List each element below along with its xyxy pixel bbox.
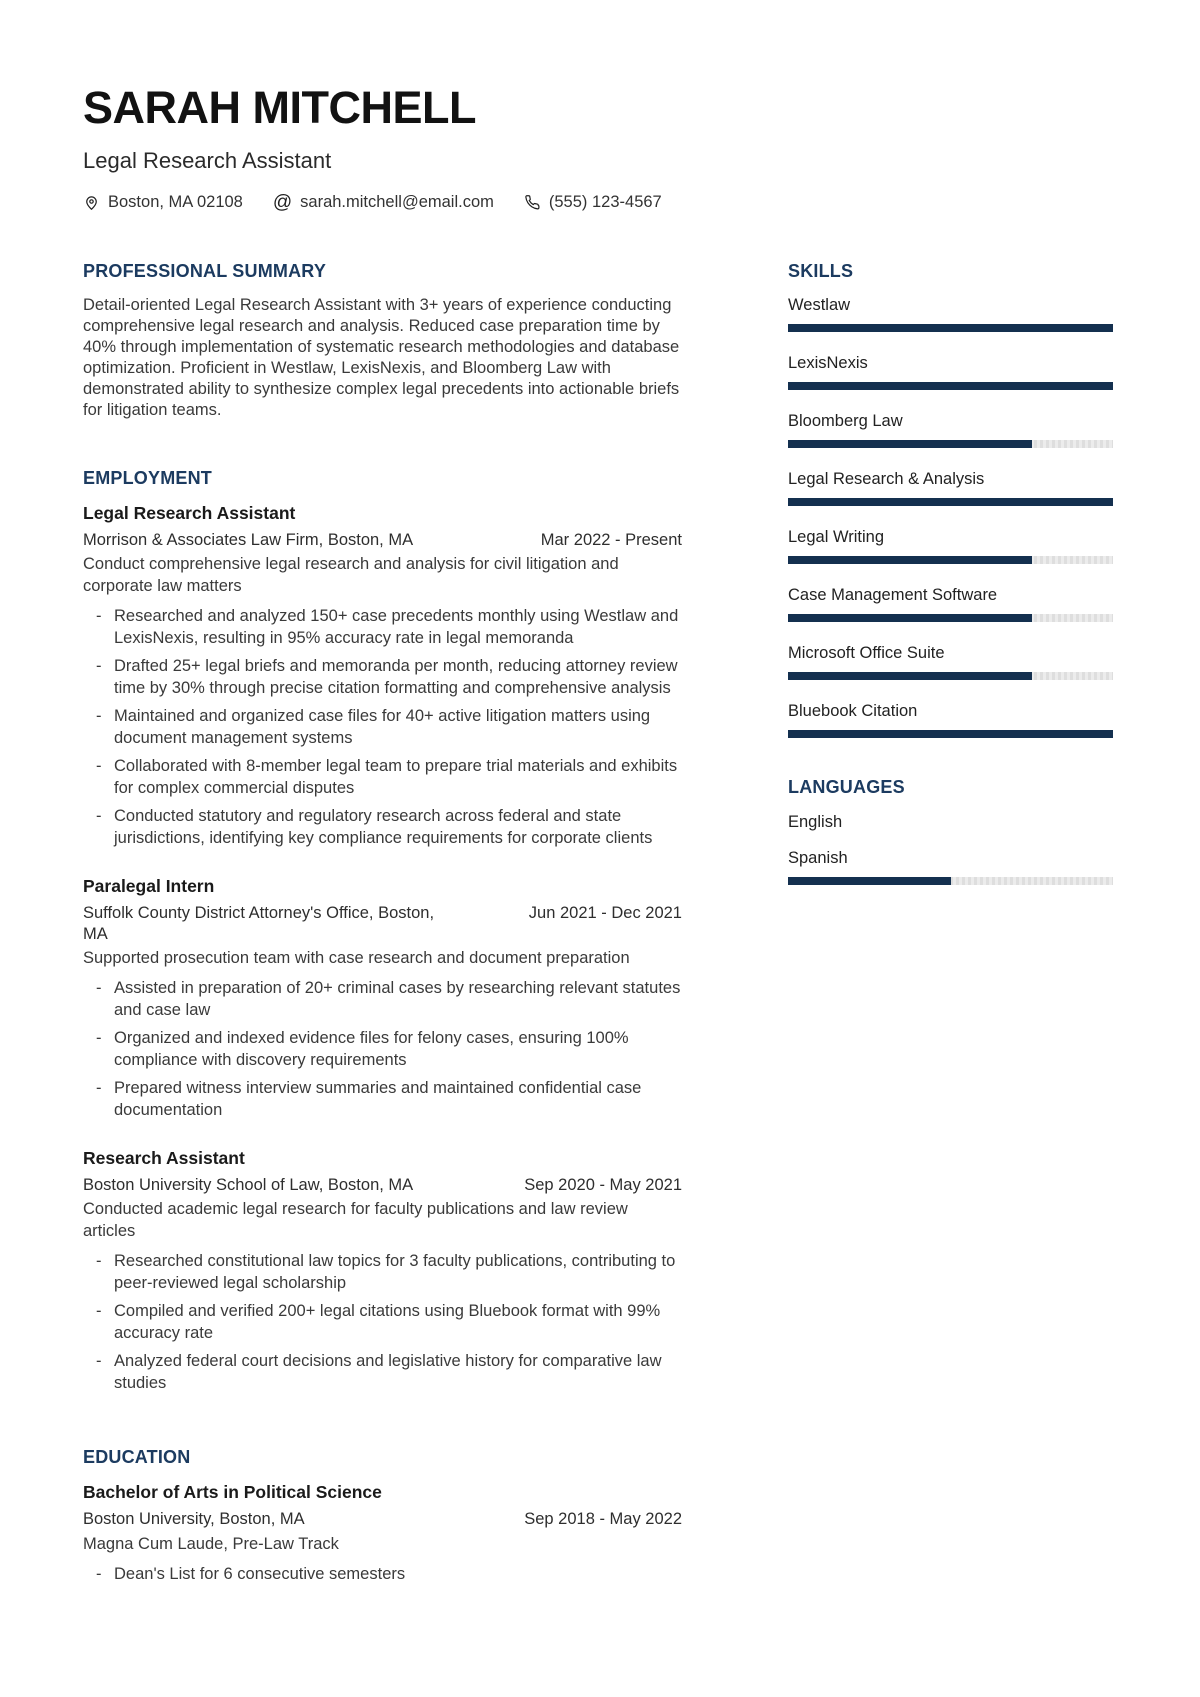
meter-fill <box>788 672 1032 680</box>
resume-header <box>83 84 1113 212</box>
meter-fill <box>788 498 1113 506</box>
bullet-text: Organized and indexed evidence files for felony cases, ensuring 100% compliance with discovery requirements <box>114 1029 629 1069</box>
bullet-dash: - <box>96 1564 102 1583</box>
meter-item <box>788 411 1113 448</box>
meter-item <box>788 848 1113 885</box>
bullet-text: Researched constitutional law topics for 3 faculty publications, contributing to peer-reviewed legal scholarship <box>114 1252 676 1292</box>
contact-email-text: sarah.mitchell@email.com <box>300 192 494 211</box>
contact-email <box>273 193 494 212</box>
job-summary: Conducted academic legal research for faculty publications and law review articles <box>83 1200 628 1240</box>
job-title: Research Assistant <box>83 1148 245 1169</box>
bullet-text: Drafted 25+ legal briefs and memoranda per month, reducing attorney review time by 30% through precise citation formatting and comprehensive analysis <box>114 657 678 697</box>
main-column <box>83 262 682 1593</box>
job-entry <box>83 876 682 1121</box>
at-sign-icon: @ <box>272 191 293 213</box>
meter-item <box>788 469 1113 506</box>
bullet-dash: - <box>96 1252 102 1271</box>
job-meta-row <box>83 903 682 945</box>
meter-fill <box>788 730 1113 738</box>
bullet-text: Assisted in preparation of 20+ criminal cases by researching relevant statutes and case law <box>114 979 681 1019</box>
education-heading: EDUCATION <box>83 1447 191 1468</box>
bullet-dash: - <box>96 979 102 998</box>
skills-section <box>788 262 1113 739</box>
meter-item <box>788 701 1113 738</box>
bullet-text: Analyzed federal court decisions and legislative history for comparative law studies <box>114 1352 662 1392</box>
contact-location <box>83 193 243 212</box>
bullet-item <box>83 1351 682 1394</box>
contact-phone-text: (555) 123-4567 <box>548 192 662 211</box>
meter-track <box>788 614 1113 622</box>
meter-item <box>788 527 1113 564</box>
meter-fill <box>788 324 1113 332</box>
skills-list <box>788 295 1113 738</box>
job-company: Suffolk County District Attorney's Office, Boston, MA <box>83 903 435 943</box>
bullet-text: Dean's List for 6 consecutive semesters <box>114 1564 406 1583</box>
meter-item <box>788 812 1113 832</box>
bullet-item <box>83 756 682 799</box>
job-title: Legal Research Assistant <box>83 503 296 524</box>
meter-track <box>788 440 1113 448</box>
meter-label: LexisNexis <box>788 354 868 373</box>
bullet-dash: - <box>96 757 102 776</box>
job-summary: Conduct comprehensive legal research and analysis for civil litigation and corporate law matters <box>83 555 619 595</box>
education-meta-row <box>83 1509 682 1530</box>
bullet-item <box>83 806 682 849</box>
job-meta-row <box>83 530 682 551</box>
job-bullets <box>83 1251 682 1394</box>
employment-section <box>83 469 682 1394</box>
job-bullets <box>83 978 682 1121</box>
summary-heading: PROFESSIONAL SUMMARY <box>83 260 327 281</box>
job-dates: Sep 2020 - May 2021 <box>524 1176 682 1195</box>
job-title: Paralegal Intern <box>83 876 215 897</box>
meter-label: Bluebook Citation <box>788 702 918 721</box>
bullet-item <box>83 978 682 1021</box>
phone-icon <box>524 194 541 211</box>
sidebar-column <box>788 262 1113 1593</box>
meter-label: Legal Research & Analysis <box>788 470 985 489</box>
meter-track <box>788 382 1113 390</box>
bullet-dash: - <box>96 607 102 626</box>
bullet-item <box>83 606 682 649</box>
job-entry <box>83 1148 682 1394</box>
meter-track <box>788 324 1113 332</box>
meter-fill <box>788 877 951 885</box>
bullet-dash: - <box>96 1302 102 1321</box>
contact-phone <box>524 193 662 212</box>
bullet-item <box>83 1078 682 1121</box>
professional-summary-section <box>83 262 682 422</box>
meter-track <box>788 672 1113 680</box>
bullet-item <box>83 656 682 699</box>
job-bullets <box>83 606 682 849</box>
bullet-dash: - <box>96 707 102 726</box>
location-pin-icon <box>83 194 100 211</box>
skills-heading: SKILLS <box>788 260 854 281</box>
languages-heading: LANGUAGES <box>788 777 905 798</box>
employment-heading: EMPLOYMENT <box>83 468 213 489</box>
education-section <box>83 1448 682 1585</box>
contact-row <box>83 193 1113 212</box>
meter-fill <box>788 614 1032 622</box>
meter-label: Spanish <box>788 849 848 868</box>
meter-fill <box>788 556 1032 564</box>
job-company: Boston University School of Law, Boston, MA <box>83 1176 414 1195</box>
meter-label: Bloomberg Law <box>788 412 903 431</box>
bullet-item <box>83 1564 682 1586</box>
bullet-dash: - <box>96 1079 102 1098</box>
meter-track <box>788 877 1113 885</box>
meter-item <box>788 353 1113 390</box>
job-entry <box>83 503 682 849</box>
bullet-item <box>83 1028 682 1071</box>
education-details: Magna Cum Laude, Pre-Law Track <box>83 1535 339 1554</box>
meter-item <box>788 643 1113 680</box>
job-dates: Jun 2021 - Dec 2021 <box>528 903 682 922</box>
languages-list <box>788 812 1113 885</box>
job-summary: Supported prosecution team with case research and document preparation <box>83 948 630 967</box>
job-dates: Mar 2022 - Present <box>540 531 682 550</box>
bullet-item <box>83 1301 682 1344</box>
meter-item <box>788 295 1113 332</box>
bullet-text: Collaborated with 8-member legal team to prepare trial materials and exhibits for complex commercial disputes <box>114 757 678 797</box>
meter-item <box>788 585 1113 622</box>
education-dates: Sep 2018 - May 2022 <box>524 1510 682 1529</box>
summary-text: Detail-oriented Legal Research Assistant with 3+ years of experience conducting comprehensive legal research and analysis. Reduced case preparation time by 40% through implementation of systematic research methodologies and database optimization. Proficient in Westlaw, LexisNexis, and Bloomberg Law with demonstrated ability to synthesize complex legal precedents into actionable briefs for litigation teams. <box>83 296 680 420</box>
person-title: Legal Research Assistant <box>83 147 332 173</box>
meter-label: Westlaw <box>788 296 851 315</box>
bullet-text: Compiled and verified 200+ legal citations using Bluebook format with 99% accuracy rate <box>114 1302 661 1342</box>
person-name: SARAH MITCHELL <box>83 82 476 133</box>
bullet-dash: - <box>96 1352 102 1371</box>
meter-track <box>788 730 1113 738</box>
job-company: Morrison & Associates Law Firm, Boston, MA <box>83 531 414 550</box>
meter-track <box>788 498 1113 506</box>
education-school: Boston University, Boston, MA <box>83 1510 305 1529</box>
bullet-item <box>83 1251 682 1294</box>
bullet-text: Prepared witness interview summaries and maintained confidential case documentation <box>114 1079 642 1119</box>
bullet-text: Researched and analyzed 150+ case precedents monthly using Westlaw and LexisNexis, resulting in 95% accuracy rate in legal memoranda <box>114 607 679 647</box>
meter-fill <box>788 382 1113 390</box>
bullet-dash: - <box>96 1029 102 1048</box>
languages-section <box>788 778 1113 885</box>
jobs-list <box>83 503 682 1394</box>
bullet-text: Conducted statutory and regulatory research across federal and state jurisdictions, identifying key compliance requirements for corporate clients <box>114 807 653 847</box>
meter-label: Legal Writing <box>788 528 884 547</box>
bullet-item <box>83 706 682 749</box>
contact-location-text: Boston, MA 02108 <box>108 192 243 211</box>
meter-track <box>788 556 1113 564</box>
education-degree: Bachelor of Arts in Political Science <box>83 1482 382 1503</box>
bullet-dash: - <box>96 807 102 826</box>
content-columns <box>83 262 1113 1593</box>
meter-label: Microsoft Office Suite <box>788 644 945 663</box>
job-meta-row <box>83 1175 682 1196</box>
meter-fill <box>788 440 1032 448</box>
education-bullets <box>83 1564 682 1586</box>
meter-label: Case Management Software <box>788 586 998 605</box>
bullet-dash: - <box>96 657 102 676</box>
bullet-text: Maintained and organized case files for 40+ active litigation matters using document management systems <box>114 707 651 747</box>
meter-label: English <box>788 813 843 832</box>
